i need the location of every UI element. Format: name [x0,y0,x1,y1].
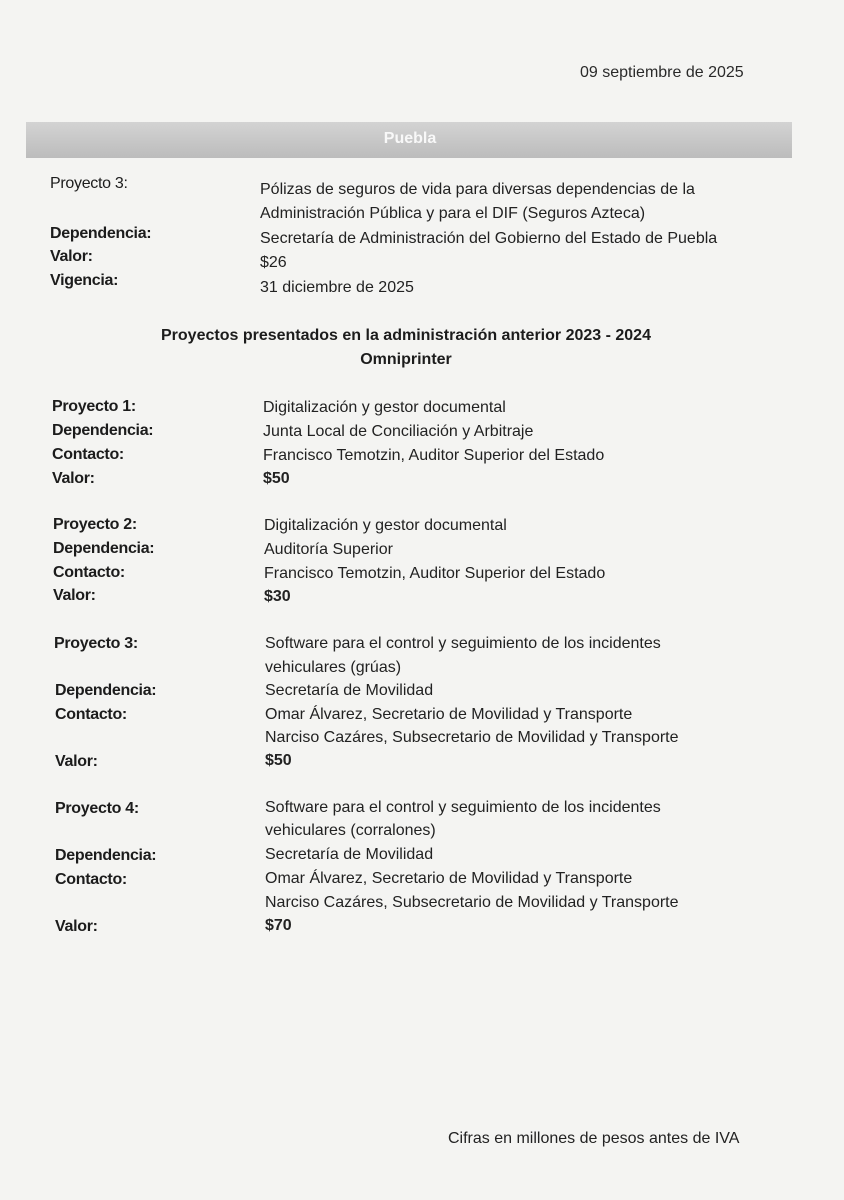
project-4-label: Proyecto 4: [55,800,139,817]
footer-note: Cifras en millones de pesos antes de IVA [448,1130,740,1147]
document-date: 09 septiembre de 2025 [580,64,744,81]
current-project-name-line2: Administración Pública y para el DIF (Seguros Azteca) [260,205,646,222]
company-name: Omniprinter [360,351,452,368]
project-2-dependencia-value: Auditoría Superior [264,541,393,558]
project-1-contacto-value: Francisco Temotzin, Auditor Superior del Estado [263,447,605,464]
project-3-dependencia-label: Dependencia: [55,682,157,699]
project-1-valor-value: $50 [263,470,290,487]
current-valor-label: Valor: [50,248,93,265]
project-3-contacto-line1: Omar Álvarez, Secretario de Movilidad y Transporte [265,706,633,723]
current-vigencia-value: 31 diciembre de 2025 [260,279,414,296]
project-3-valor-label: Valor: [55,753,98,770]
project-4-name-line1: Software para el control y seguimiento de los incidentes [265,799,661,816]
project-2-label: Proyecto 2: [53,516,137,533]
project-1-name: Digitalización y gestor documental [263,399,506,416]
current-dependencia-value: Secretaría de Administración del Gobierno del Estado de Puebla [260,230,718,247]
current-valor-value: $26 [260,254,287,271]
current-project-name-line1: Pólizas de seguros de vida para diversas dependencias de la [260,181,695,198]
project-4-name-line2: vehiculares (corralones) [265,822,436,839]
project-2-contacto-label: Contacto: [53,564,125,581]
project-1-valor-label: Valor: [52,470,95,487]
project-1-dependencia-label: Dependencia: [52,422,154,439]
project-4-contacto-line1: Omar Álvarez, Secretario de Movilidad y Transporte [265,870,633,887]
project-2-name: Digitalización y gestor documental [264,517,507,534]
banner-title: Puebla [383,130,437,147]
project-2-valor-label: Valor: [53,587,96,604]
project-3-name-line1: Software para el control y seguimiento de los incidentes [265,635,661,652]
project-4-valor-value: $70 [265,917,292,934]
project-3-dependencia-value: Secretaría de Movilidad [265,682,434,699]
project-2-valor-value: $30 [264,588,291,605]
project-4-contacto-label: Contacto: [55,871,127,888]
current-dependencia-label: Dependencia: [50,225,152,242]
project-4-dependencia-value: Secretaría de Movilidad [265,846,434,863]
project-4-contacto-line2: Narciso Cazáres, Subsecretario de Movilidad y Transporte [265,894,679,911]
project-4-dependencia-label: Dependencia: [55,847,157,864]
project-4-valor-label: Valor: [55,918,98,935]
current-vigencia-label: Vigencia: [50,272,119,289]
project-3-name-line2: vehiculares (grúas) [265,659,402,676]
project-2-dependencia-label: Dependencia: [53,540,155,557]
current-project-label: Proyecto 3: [50,175,128,192]
project-1-dependencia-value: Junta Local de Conciliación y Arbitraje [263,423,534,440]
project-3-valor-value: $50 [265,752,292,769]
project-1-label: Proyecto 1: [52,398,136,415]
previous-administration-heading: Proyectos presentados en la administración anterior 2023 - 2024 [161,327,651,344]
project-2-contacto-value: Francisco Temotzin, Auditor Superior del Estado [264,565,606,582]
project-1-contacto-label: Contacto: [52,446,124,463]
project-3-label: Proyecto 3: [54,635,138,652]
project-3-contacto-line2: Narciso Cazáres, Subsecretario de Movilidad y Transporte [265,729,679,746]
project-3-contacto-label: Contacto: [55,706,127,723]
